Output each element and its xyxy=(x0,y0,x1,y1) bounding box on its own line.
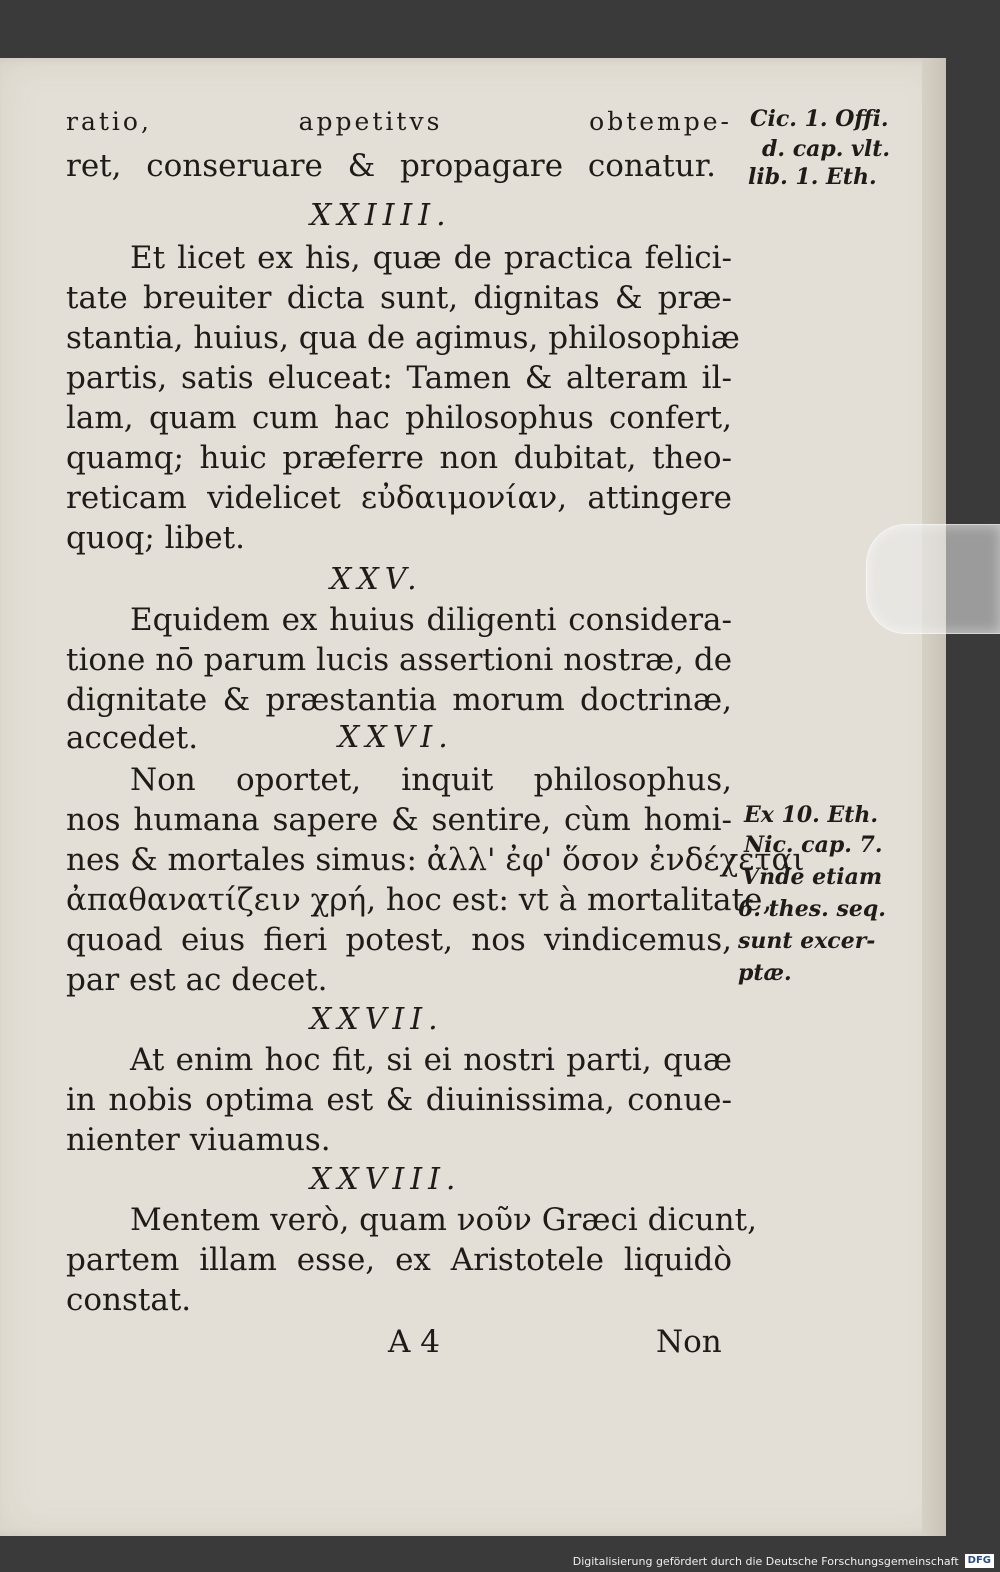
body-line-12: tione nō parum lucis assertioni nostræ, de xyxy=(66,642,733,678)
margin-note-1-line-2: d. cap. vlt. xyxy=(762,136,891,162)
body-line-13: dignitate & præstantia morum doctrinæ, xyxy=(66,682,732,718)
margin-note-2-line-1: Ex 10. Eth. xyxy=(744,802,879,828)
body-line-16: nos humana sapere & sentire, cùm homi- xyxy=(66,802,732,838)
body-line-20: par est ac decet. xyxy=(66,962,328,998)
section-heading-28: XXVIII. xyxy=(310,1162,462,1197)
page-tab-marker xyxy=(866,524,1000,634)
body-line-10: quoq; libet. xyxy=(66,520,245,556)
credit-bar xyxy=(567,1550,1000,1572)
margin-note-2-line-6: ptæ. xyxy=(738,960,792,986)
body-line-23: nienter viuamus. xyxy=(66,1122,331,1158)
body-line-15: Non oportet, inquit philosophus, xyxy=(130,762,732,798)
body-line-1: ratio, appetitvs obtempe- xyxy=(66,107,732,136)
body-line-14: accedet. xyxy=(66,720,199,756)
margin-note-2-line-3: Vnde etiam xyxy=(742,864,883,890)
body-line-24: Mentem verò, quam νοῦν Græci dicunt, xyxy=(130,1202,757,1238)
body-line-21: At enim hoc fit, si ei nostri parti, quæ xyxy=(130,1042,732,1078)
body-line-4: tate breuiter dicta sunt, dignitas & præ- xyxy=(66,280,732,316)
dfg-logo: DFG xyxy=(965,1554,994,1568)
margin-note-1-line-1: Cic. 1. Offi. xyxy=(750,106,889,132)
catchword: Non xyxy=(656,1324,722,1360)
body-line-11: Equidem ex huius diligenti considera- xyxy=(130,602,732,638)
margin-note-2-line-2: Nic. cap. 7. xyxy=(744,832,883,858)
body-line-6: partis, satis eluceat: Tamen & alteram il- xyxy=(66,360,732,396)
body-line-5: stantia, huius, qua de agimus, philosophiæ xyxy=(66,320,740,356)
body-line-18: ἀπαθανατίζειν χρή, hoc est: vt à mortalitate, xyxy=(66,882,773,918)
funding-credit: Digitalisierung gefördert durch die Deutsche Forschungsgemeinschaft xyxy=(572,1554,959,1568)
body-line-26: constat. xyxy=(66,1282,192,1318)
margin-note-2-line-5: sunt excer- xyxy=(738,928,876,954)
section-heading-27: XXVII. xyxy=(310,1002,444,1037)
body-line-7: lam, quam cum hac philosophus confert, xyxy=(66,400,732,436)
page-edge xyxy=(922,58,946,1536)
section-heading-24: XXIIII. xyxy=(310,198,452,233)
margin-note-2-line-4: 6. thes. seq. xyxy=(738,896,886,922)
body-line-2: ret, conseruare & propagare conatur. xyxy=(66,148,716,184)
signature-mark: A 4 xyxy=(388,1324,440,1360)
body-line-25: partem illam esse, ex Aristotele liquidò xyxy=(66,1242,732,1278)
body-line-22: in nobis optima est & diuinissima, conue- xyxy=(66,1082,732,1118)
section-heading-25: XXV. xyxy=(330,562,423,597)
body-line-3: Et licet ex his, quæ de practica felici- xyxy=(130,240,732,276)
body-line-19: quoad eius fieri potest, nos vindicemus, xyxy=(66,922,732,958)
body-line-8: quamq; huic præferre non dubitat, theo- xyxy=(66,440,732,476)
margin-note-1-line-3: lib. 1. Eth. xyxy=(748,164,877,190)
body-line-17: nes & mortales simus: ἀλλ' ἐφ' ὅσον ἐνδέχεται xyxy=(66,842,805,878)
body-line-9: reticam videlicet εὐδαιμονίαν, attingere xyxy=(66,480,732,516)
section-heading-26: XXVI. xyxy=(338,720,454,755)
